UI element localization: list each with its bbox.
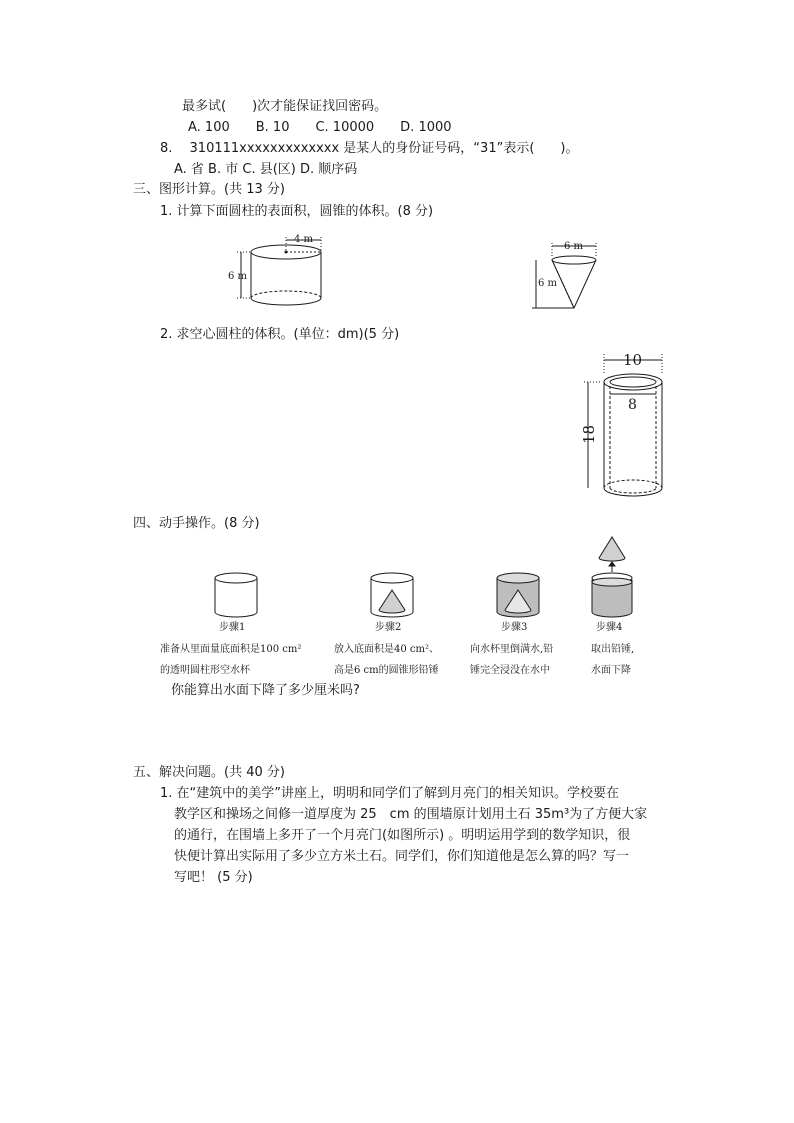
section5-title: 五、解决问题。(共 40 分) xyxy=(133,765,285,780)
step2-desc-line1: 放入底面积是40 cm²、 xyxy=(334,644,439,655)
hollow-outer-label: 10 xyxy=(623,351,643,369)
step3-desc-line1: 向水杯里倒满水,铅 xyxy=(470,644,554,655)
cone-diameter-label: 6 m xyxy=(564,241,584,252)
step4-desc-line1: 取出铅锤, xyxy=(591,644,635,655)
hollow-cylinder-figure xyxy=(576,348,668,498)
step3-cup xyxy=(497,573,539,617)
section5-line-5: 写吧！ (5 分) xyxy=(174,870,253,885)
cone-figure xyxy=(528,236,620,312)
step4-cup xyxy=(592,537,632,617)
q8-text: 8. 310111xxxxxxxxxxxxx 是某人的身份证号码，“31”表示( )。 xyxy=(160,141,579,156)
section5-line-1: 1. 在“建筑中的美学”讲座上，明明和同学们了解到月亮门的相关知识。学校要在 xyxy=(160,786,620,801)
step3-desc-line2: 锤完全浸没在水中 xyxy=(470,665,550,676)
section5-line-2: 教学区和操场之间修一道厚度为 25 cm 的围墙原计划用土石 35m³为了方便大家 xyxy=(174,807,648,822)
cylinder-radius-label: 4 m xyxy=(294,234,314,245)
q8-options: A. 省 B. 市 C. 县(区) D. 顺序码 xyxy=(174,162,358,177)
step2-cup xyxy=(371,573,413,617)
section4-question: 你能算出水面下降了多少厘米吗? xyxy=(171,683,360,698)
section3-q2: 2. 求空心圆柱的体积。(单位：dm)(5 分) xyxy=(160,327,400,342)
step1-cup xyxy=(215,573,257,617)
q7-options: A. 100 B. 10 C. 10000 D. 1000 xyxy=(188,120,452,135)
section5-line-4: 快便计算出实际用了多少立方米土石。同学们，你们知道他是怎么算的吗？写一 xyxy=(174,849,630,864)
cylinder-height-label: 6 m xyxy=(228,271,248,282)
hollow-inner-label: 8 xyxy=(628,397,637,413)
hollow-height-label: 18 xyxy=(580,424,598,444)
step2-desc-line2: 高是6 cm的圆锥形铅锤 xyxy=(334,665,439,676)
q7-text: 最多试( )次才能保证找回密码。 xyxy=(182,99,388,114)
step1-desc-line1: 准备从里面量底面积是100 cm² xyxy=(160,644,302,655)
cone-height-label: 6 m xyxy=(538,278,558,289)
step3-label: 步骤3 xyxy=(501,622,528,633)
step2-label: 步骤2 xyxy=(375,622,402,633)
section3-title: 三、图形计算。(共 13 分) xyxy=(133,182,285,197)
step4-label: 步骤4 xyxy=(596,622,623,633)
section4-title: 四、动手操作。(8 分) xyxy=(133,516,260,531)
step1-label: 步骤1 xyxy=(219,622,246,633)
steps-figure xyxy=(150,532,650,618)
step1-desc-line2: 的透明圆柱形空水杯 xyxy=(160,665,250,676)
cylinder-figure xyxy=(226,228,336,310)
step4-desc-line2: 水面下降 xyxy=(591,665,631,676)
section5-line-3: 的通行，在围墙上多开了一个月亮门(如图所示) 。明明运用学到的数学知识，很 xyxy=(174,828,631,843)
section3-q1: 1. 计算下面圆柱的表面积，圆锥的体积。(8 分) xyxy=(160,204,434,219)
